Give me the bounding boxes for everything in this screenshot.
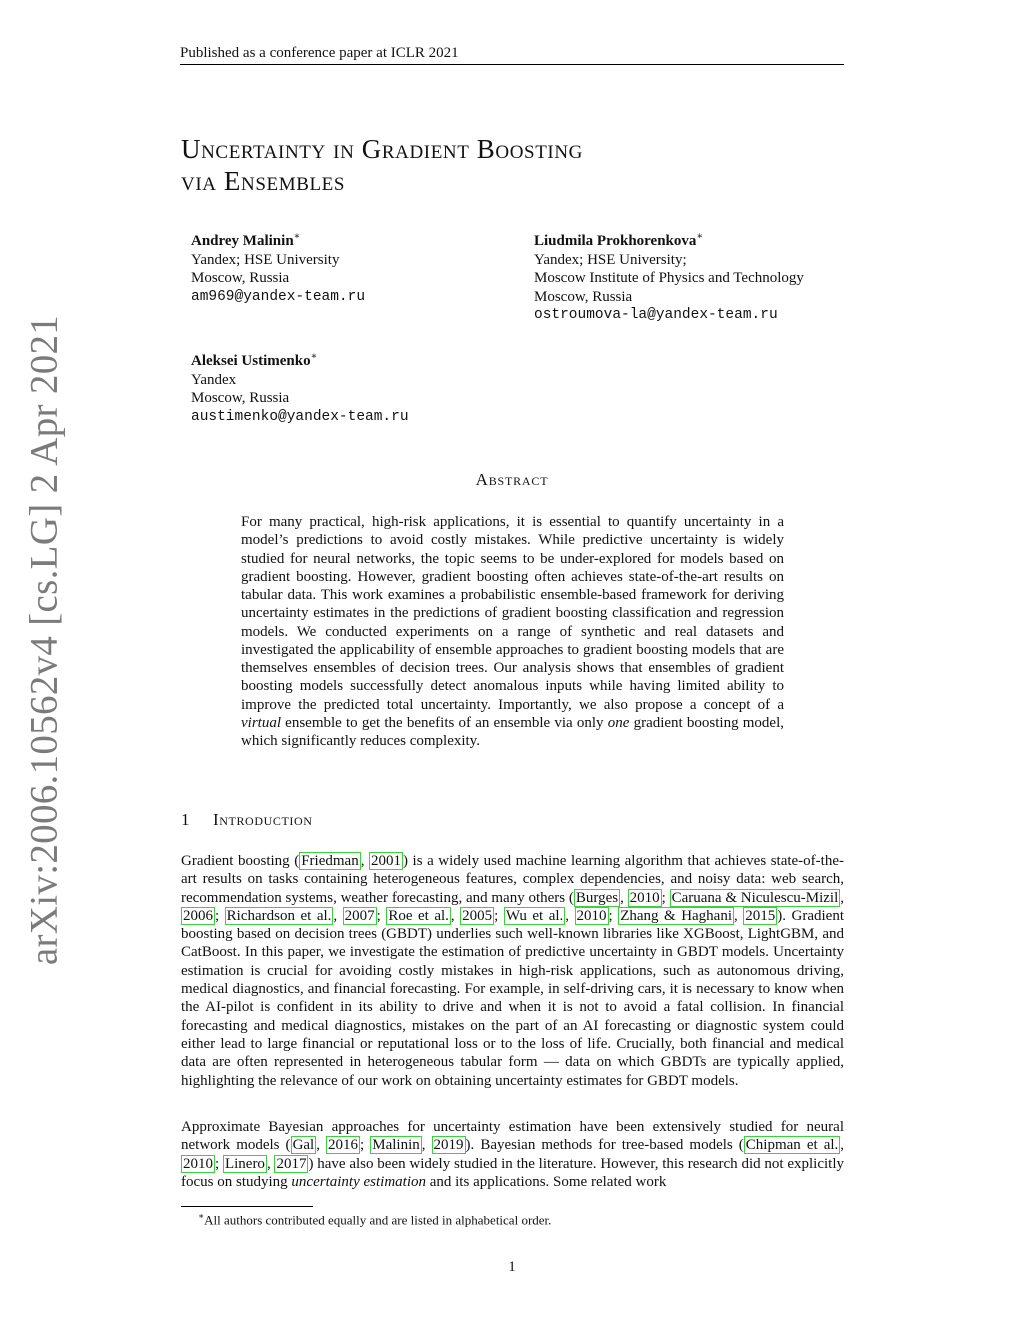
citation-link[interactable]: 2010 <box>183 1155 213 1172</box>
footnote-rule <box>181 1206 313 1207</box>
author-mark: ∗ <box>310 351 318 362</box>
title-line-2: via Ensembles <box>181 166 346 196</box>
body-text: , <box>360 853 369 869</box>
body-text: , <box>421 1137 432 1154</box>
citation-link[interactable]: 2016 <box>328 1137 359 1154</box>
body-text: , <box>840 1137 845 1154</box>
body-text: , <box>266 1155 275 1172</box>
author-mark: ∗ <box>293 231 301 242</box>
body-text: and its applications. Some related work <box>425 1173 667 1190</box>
citation-link[interactable]: Wu et al. <box>505 907 564 924</box>
author-location: Moscow, Russia <box>191 270 290 286</box>
citation-link[interactable]: 2019 <box>433 1137 464 1154</box>
body-text: ; <box>360 1137 371 1154</box>
abstract-body <box>241 513 784 750</box>
abstract-text: gradient boosting model, which significantly reduces complexity. <box>241 714 784 749</box>
citation-link[interactable]: 2010 <box>576 907 607 924</box>
author-affiliation: Yandex; HSE University; <box>534 251 687 268</box>
arxiv-stamp: arXiv:2006.10562v4 [cs.LG] 2 Apr 2021 <box>22 314 66 966</box>
citation-link[interactable]: Richardson et al. <box>226 907 332 924</box>
body-text: , <box>316 1137 327 1154</box>
author-affiliation-2: Moscow Institute of Physics and Technology <box>534 270 804 286</box>
body-text: ; <box>494 907 504 924</box>
body-text: Gradient boosting ( <box>181 853 300 869</box>
author-name: Liudmila Prokhorenkova <box>534 233 697 249</box>
abstract-text: For many practical, high-risk applications, it is essential to quantify uncertainty in a model’s predictions to avoid costly mistakes. While predictive uncertainty is widely studied for neural networks, the topic seems to be under-explored for models based on gradient boosting. However, gradient boosting often achieves state-of-the-art results on tabular data. This work examines a probabilistic ensemble-based framework for deriving uncertainty estimates in the predictions of gradient boosting classification and regression models. We conducted experiments on a range of synthetic and real datasets and investigated the applicability of ensemble approaches to gradient boosting models that are themselves ensembles of decision trees. Our analysis shows that ensembles of gradient boosting models successfully detect anomalous inputs while having limited ability to improve the predicted total uncertainty. Importantly, we also propose a concept of a <box>241 514 784 713</box>
author-email[interactable]: ostroumova-la@yandex-team.ru <box>534 307 778 323</box>
section-number: 1 <box>181 810 191 829</box>
body-text: ; <box>215 907 225 924</box>
body-text: , <box>565 907 575 924</box>
author-mark: ∗ <box>696 231 704 242</box>
body-text: Approximate Bayesian approaches for uncertainty estimation have been extensively studied for neural network models ( <box>181 1119 844 1154</box>
section-title: Introduction <box>213 810 313 829</box>
citation-link[interactable]: 2001 <box>371 853 401 869</box>
citation-link[interactable]: Caruana & Niculescu-Mizil <box>671 889 839 906</box>
citation-link[interactable]: Burges <box>575 889 619 906</box>
author-block-1 <box>191 228 365 306</box>
body-text: ) is a widely used machine learning algorithm that achieves state-of-the-art results on tasks containing heterogeneous features, complex dependencies, and noisy data: web search, recommendation systems, weather forecasting, and many others ( <box>181 853 844 906</box>
author-affiliation: Yandex; HSE University <box>191 251 340 268</box>
citation-link[interactable]: 2006 <box>183 907 213 924</box>
author-email[interactable]: am969@yandex-team.ru <box>191 288 366 305</box>
citation-link[interactable]: Roe et al. <box>388 907 449 924</box>
citation-link[interactable]: Gal <box>292 1137 315 1154</box>
author-block-2 <box>534 228 804 325</box>
body-text: ). Gradient boosting based on decision trees (GBDT) underlies such well-known libraries like XGBoost, LightGBM, and CatBoost. In this paper, we investigate the estimation of predictive uncertainty in GBDT models. Uncertainty estimation is crucial for avoiding costly mistakes in high-risk applications, such as autonomous driving, medical diagnostics, and financial forecasting. For example, in self-driving cars, it is necessary to know when the AI-pilot is confident in its ability to drive and when it is not to avoid a fatal collision. In financial forecasting and medical diagnostics, mistakes on the part of an AI forecasting or diagnostic system could either lead to large financial or reputational loss or to the loss of life. Crucially, both financial and medical data are often represented in heterogeneous tabular form — data on which GBDTs are typically applied, highlighting the relevance of our work on obtaining uncertainty estimates for GBDT models. <box>181 907 844 1089</box>
body-text: ; <box>215 1155 223 1172</box>
body-text: , <box>734 907 744 924</box>
abstract-text: ensemble to get the benefits of an ensemble via only <box>281 714 608 731</box>
citation-link[interactable]: 2007 <box>344 907 375 924</box>
body-text: ; <box>376 907 387 924</box>
author-email[interactable]: austimenko@yandex-team.ru <box>191 408 409 425</box>
author-name: Aleksei Ustimenko <box>191 353 311 369</box>
citation-link[interactable]: Linero <box>224 1155 265 1172</box>
footnote-text: All authors contributed equally and are listed in alphabetical order. <box>204 1212 552 1228</box>
citation-link[interactable]: Friedman <box>301 853 359 869</box>
author-name: Andrey Malinin <box>191 233 294 249</box>
citation-link[interactable]: Malinin <box>372 1137 420 1154</box>
author-affiliation: Yandex <box>191 371 237 388</box>
author-location: Moscow, Russia <box>534 288 633 305</box>
footnote-mark: ∗ <box>198 1211 205 1221</box>
citation-link[interactable]: Zhang & Haghani <box>620 907 733 924</box>
body-text: ). Bayesian methods for tree-based models ( <box>465 1137 744 1154</box>
page-number: 1 <box>508 1259 516 1275</box>
body-text: , <box>840 889 844 906</box>
running-header: Published as a conference paper at ICLR 2021 <box>180 44 844 65</box>
body-text: , <box>333 907 343 924</box>
intro-paragraph-1 <box>181 852 844 1090</box>
citation-link[interactable]: 2005 <box>462 907 493 924</box>
citation-link[interactable]: 2015 <box>745 907 776 924</box>
citation-link[interactable]: Chipman et al. <box>745 1137 839 1154</box>
author-location: Moscow, Russia <box>191 390 290 406</box>
citation-link[interactable]: 2010 <box>629 889 660 906</box>
paper-title <box>181 133 841 197</box>
section-heading <box>181 810 313 830</box>
body-text: ; <box>608 907 619 924</box>
abstract-heading: Abstract <box>475 470 549 489</box>
body-text: ; <box>661 889 670 906</box>
body-text: , <box>620 889 628 906</box>
intro-paragraph-2 <box>181 1118 844 1191</box>
abstract-emphasis: one <box>607 714 630 731</box>
citation-link[interactable]: 2017 <box>276 1155 307 1172</box>
title-line-1: Uncertainty in Gradient Boosting <box>181 134 583 164</box>
footnote <box>198 1208 551 1228</box>
body-emphasis: uncertainty estimation <box>291 1173 426 1190</box>
body-text: , <box>450 907 461 924</box>
abstract-emphasis: virtual <box>241 714 281 731</box>
body-text: ) have also been widely studied in the literature. However, this research did not explicitly focus on studying <box>181 1155 844 1190</box>
author-block-3 <box>191 348 409 426</box>
